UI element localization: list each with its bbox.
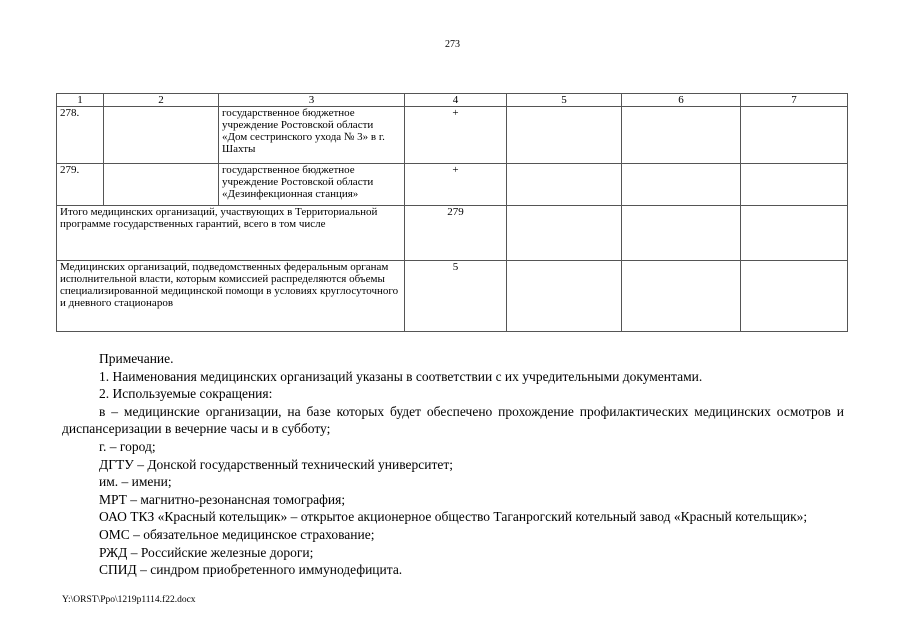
table-row [57,107,848,164]
notes-title: Примечание. [99,351,174,366]
empty-cell [622,164,741,206]
empty-cell [104,107,219,164]
row-number: 278. [57,107,104,164]
organization-name: государственное бюджетное учреждение Ростовской области «Дезинфекционная станция» [219,164,405,206]
column-header: 1 [57,94,104,107]
empty-cell [741,164,848,206]
empty-cell [104,164,219,206]
note-line: в – медицинские организации, на базе которых будет обеспечено прохождение профилактических медицинских осмотров и диспансеризации в вечерние часы и в субботу; [62,403,844,437]
summary-label: Медицинских организаций, подведомственных федеральным органам исполнительной власти, которым комиссией распределяются объемы специализированной медицинской помощи в условиях круглосуточного и дневного стационаров [57,261,405,332]
page-number: 273 [445,39,460,50]
table-header-row [57,94,848,107]
table-row [57,164,848,206]
summary-value: 5 [405,261,507,332]
participation-mark: + [405,107,507,164]
organization-name: государственное бюджетное учреждение Ростовской области «Дом сестринского ухода № 3» в г. Шахты [219,107,405,164]
note-line: 1. Наименования медицинских организаций указаны в соответствии с их учредительными документами. [99,368,703,384]
column-header: 7 [741,94,848,107]
note-line: 2. Используемые сокращения: [99,386,273,402]
note-line: им. – имени; [99,474,172,490]
empty-cell [507,164,622,206]
empty-cell [741,261,848,332]
note-line: ОМС – обязательное медицинское страхование; [99,526,375,542]
note-line: СПИД – синдром приобретенного иммунодефицита. [99,562,403,578]
notes-section [62,350,844,579]
empty-cell [507,206,622,261]
note-line: г. – город; [99,438,156,454]
organizations-table [56,93,848,332]
note-line: РЖД – Российские железные дороги; [99,544,314,560]
column-header: 3 [219,94,405,107]
note-line: ДГТУ – Донской государственный технический университет; [99,456,454,472]
summary-row [57,206,848,261]
empty-cell [622,206,741,261]
file-path: Y:\ORST\Ppo\1219p1114.f22.docx [62,595,196,605]
note-line: ОАО ТКЗ «Красный котельщик» – открытое акционерное общество Таганрогский котельный завод «Красный котельщик»; [99,509,808,525]
empty-cell [507,261,622,332]
empty-cell [622,107,741,164]
summary-row [57,261,848,332]
column-header: 5 [507,94,622,107]
empty-cell [741,107,848,164]
column-header: 6 [622,94,741,107]
summary-label: Итого медицинских организаций, участвующих в Территориальной программе государственных гарантий, всего в том числе [57,206,405,261]
row-number: 279. [57,164,104,206]
column-header: 2 [104,94,219,107]
column-header: 4 [405,94,507,107]
summary-value: 279 [405,206,507,261]
participation-mark: + [405,164,507,206]
note-line: МРТ – магнитно-резонансная томография; [99,491,346,507]
empty-cell [622,261,741,332]
empty-cell [507,107,622,164]
empty-cell [741,206,848,261]
